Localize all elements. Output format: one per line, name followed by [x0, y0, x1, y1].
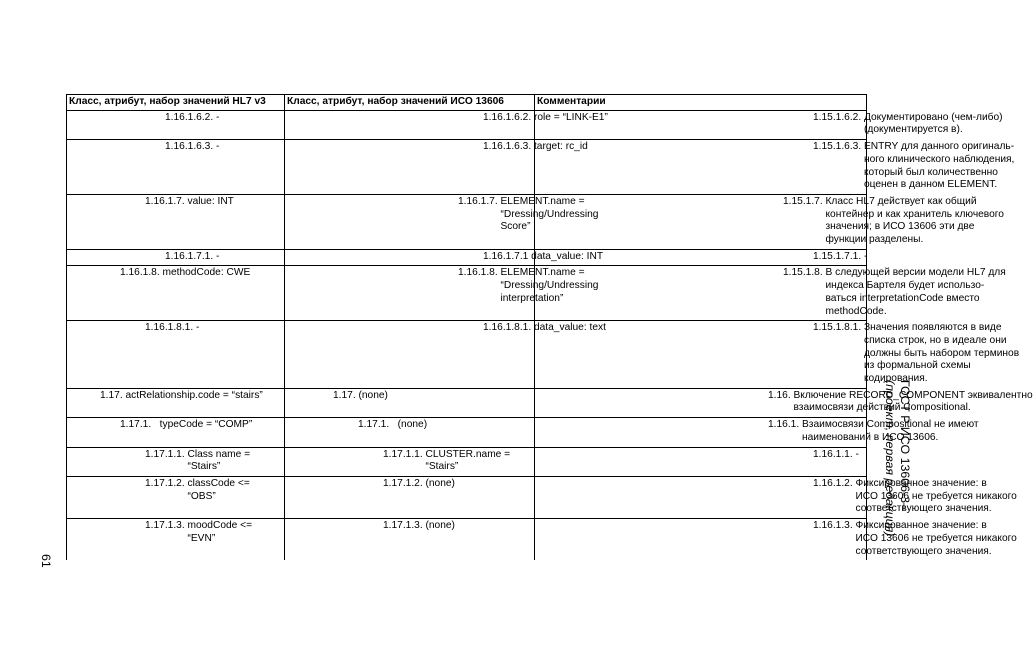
cell-hl7	[67, 249, 285, 266]
document-title	[872, 380, 912, 590]
table-row	[67, 519, 867, 561]
text-line: соответствующего значения.	[855, 503, 992, 515]
text-line: ELEMENT.name =	[500, 267, 585, 279]
cell-hl7	[67, 418, 285, 447]
item-number: 1.16.1.7. value: INT	[145, 195, 234, 207]
item-text	[864, 322, 1019, 386]
item-number: 1.15.1.6.3.	[813, 141, 864, 153]
text-line: списка строк, но в идеале они	[863, 334, 1007, 346]
text-line: Score”	[500, 221, 531, 233]
item-number: 1.16.1.6.2. role = “LINK-E1”	[483, 111, 608, 123]
item-number: 1.15.1.8.1.	[813, 322, 864, 334]
text-line: соответствующего значения.	[855, 545, 992, 557]
cell-comment	[535, 447, 867, 476]
text-line: Класс HL7 действует как общий	[825, 195, 977, 207]
table-row	[67, 447, 867, 476]
text-line: moodCode <=	[187, 520, 253, 532]
cell-iso	[285, 266, 599, 321]
text-line: Class name =	[187, 448, 251, 460]
cell-hl7	[67, 194, 285, 249]
edition-note: (проект, первая редакция)	[883, 380, 897, 537]
item-number: 1.16.1.7.1. -	[165, 250, 220, 262]
text-line: индекса Бартеля будет использо-	[825, 280, 985, 292]
text-line: из формальной схемы	[863, 360, 971, 372]
cell-hl7	[67, 519, 285, 561]
page-number	[38, 555, 54, 575]
cell-comment	[535, 476, 1017, 518]
item-number: 1.17.1.	[120, 419, 160, 431]
item-number: 1.17.1.2. (none)	[383, 477, 455, 489]
text-line: Включение RECORD_COMPONENT эквивалентно	[793, 389, 1033, 401]
text-line: ного клинического наблюдения,	[863, 153, 1015, 165]
table-row	[67, 418, 867, 447]
table-row	[67, 388, 867, 417]
text-line: “Dressing/Undressing	[500, 280, 599, 292]
text-line: наименований в ИСО 13606.	[802, 431, 939, 443]
item-number: 1.16.1.3.	[813, 520, 856, 532]
text-line: classCode <=	[187, 477, 250, 489]
item-text	[825, 196, 1003, 247]
item-number: 1.17.1.1.	[145, 448, 188, 460]
cell-comment	[535, 388, 1033, 417]
item-number: 1.17.1.3.	[145, 520, 188, 532]
cell-iso	[285, 418, 535, 447]
text-line: значения; в ИСО 13606 эти две	[825, 221, 975, 233]
cell-iso	[285, 140, 588, 195]
text-line: Фиксированное значение: в	[855, 477, 987, 489]
item-text	[864, 141, 1014, 192]
item-number: 1.15.1.6.2.	[813, 111, 864, 123]
text-line: функции разделены.	[825, 234, 924, 246]
text-line: (документируется в).	[863, 124, 963, 136]
cell-iso	[285, 110, 608, 139]
text-line: контейнер и как хранитель ключевого	[825, 208, 1004, 220]
table-row	[67, 266, 867, 321]
cell-hl7	[67, 266, 285, 321]
text-line: “Dressing/Undressing	[500, 208, 599, 220]
item-number: 1.17.1.1.	[383, 448, 426, 460]
text-line: ELEMENT.name =	[500, 195, 585, 207]
text-line: должны быть набором терминов	[863, 347, 1020, 359]
text-line: В следующей версии модели HL7 для	[825, 267, 1006, 279]
item-number: 1.15.1.8.	[783, 267, 826, 279]
text-line: typeCode = “COMP”	[159, 419, 253, 431]
item-text	[794, 390, 1033, 415]
item-number: 1.16.1.1. -	[813, 448, 859, 460]
item-number: 1.17. (none)	[333, 389, 388, 401]
item-text	[187, 449, 250, 474]
cell-hl7	[67, 321, 285, 389]
table-row	[67, 110, 867, 139]
text-line: “Stairs”	[187, 461, 221, 473]
table-row	[67, 140, 867, 195]
text-line: Взаимосвязи Compositional не имеют	[802, 419, 979, 431]
page-number-text: 61	[39, 554, 53, 568]
cell-iso	[285, 249, 604, 266]
table-row	[67, 476, 867, 518]
text-line: который был количественно	[863, 166, 998, 178]
item-text	[864, 112, 1003, 137]
text-line: methodCode.	[825, 305, 887, 317]
item-text	[398, 419, 427, 432]
item-text	[825, 267, 1005, 318]
text-line: ИСО 13606 не требуется никакого	[855, 532, 1017, 544]
text-line: ENTRY для данного оригиналь-	[863, 141, 1015, 153]
standard-title: ГОСТ Р ИСО 13606-3–	[898, 380, 912, 510]
item-text	[160, 419, 253, 432]
header-comments: Комментарии	[535, 95, 867, 111]
header-hl7: Класс, атрибут, набор значений HL7 v3	[67, 95, 285, 111]
text-line: interpretation”	[500, 292, 564, 304]
cell-iso	[285, 447, 535, 476]
item-number: 1.16.1.6.3. target: rc_id	[483, 141, 588, 153]
text-line: (none)	[397, 419, 428, 431]
item-number: 1.15.1.7.1. -	[813, 250, 868, 262]
item-number: 1.16.1.8.1. -	[145, 322, 200, 334]
text-line: “EVN”	[187, 532, 216, 544]
item-number: 1.16.1.7.1 data_value: INT	[483, 250, 604, 262]
header-iso: Класс, атрибут, набор значений ИСО 13606	[285, 95, 535, 111]
text-line: ИСО 13606 не требуется никакого	[855, 490, 1017, 502]
item-number: 1.16.1.7.	[458, 195, 501, 207]
text-line: кодирования.	[863, 373, 928, 385]
item-number: 1.17.1.3. (none)	[383, 520, 455, 532]
item-number: 1.16.1.	[768, 419, 802, 431]
table-row	[67, 321, 867, 389]
cell-iso	[285, 321, 606, 389]
item-number: 1.17.1.	[358, 419, 398, 431]
item-number: 1.16.1.6.2. -	[165, 111, 220, 123]
cell-iso	[285, 194, 599, 249]
cell-hl7	[67, 447, 285, 476]
text-line: взаимосвязи действий Compositional.	[793, 402, 971, 414]
text-line: “Stairs”	[425, 461, 459, 473]
text-line: Значения появляются в виде	[863, 322, 1002, 334]
cell-comment	[535, 519, 1017, 561]
item-number: 1.16.1.2.	[813, 477, 856, 489]
item-number: 1.17. actRelationship.code = “stairs”	[100, 389, 263, 401]
table-row	[67, 194, 867, 249]
item-text	[425, 449, 510, 474]
cell-iso	[285, 519, 535, 561]
cell-hl7	[67, 110, 285, 139]
text-line: “OBS”	[187, 490, 216, 502]
text-line: оценен в данном ELEMENT.	[863, 179, 998, 191]
cell-hl7	[67, 476, 285, 518]
item-text	[187, 520, 252, 545]
item-text	[500, 267, 598, 305]
item-number: 1.16.1.8.	[458, 267, 501, 279]
item-text	[500, 196, 598, 234]
item-text	[187, 478, 249, 503]
item-number: 1.16.1.8. methodCode: CWE	[120, 267, 251, 279]
item-number: 1.17.1.2.	[145, 477, 188, 489]
table-header-row	[67, 95, 867, 111]
item-number: 1.16.	[768, 389, 794, 401]
text-line: Документировано (чем-либо)	[863, 111, 1003, 123]
text-line: ваться interpretationCode вместо	[825, 292, 980, 304]
cell-iso	[285, 388, 535, 417]
item-number: 1.15.1.7.	[783, 195, 826, 207]
cell-hl7	[67, 140, 285, 195]
item-number: 1.16.1.8.1. data_value: text	[483, 322, 606, 334]
item-number: 1.16.1.6.3. -	[165, 141, 220, 153]
table-row	[67, 249, 867, 266]
cell-comment	[535, 418, 979, 447]
text-line: CLUSTER.name =	[425, 448, 511, 460]
text-line: Фиксированное значение: в	[855, 520, 987, 532]
cell-hl7	[67, 388, 285, 417]
cell-iso	[285, 476, 535, 518]
